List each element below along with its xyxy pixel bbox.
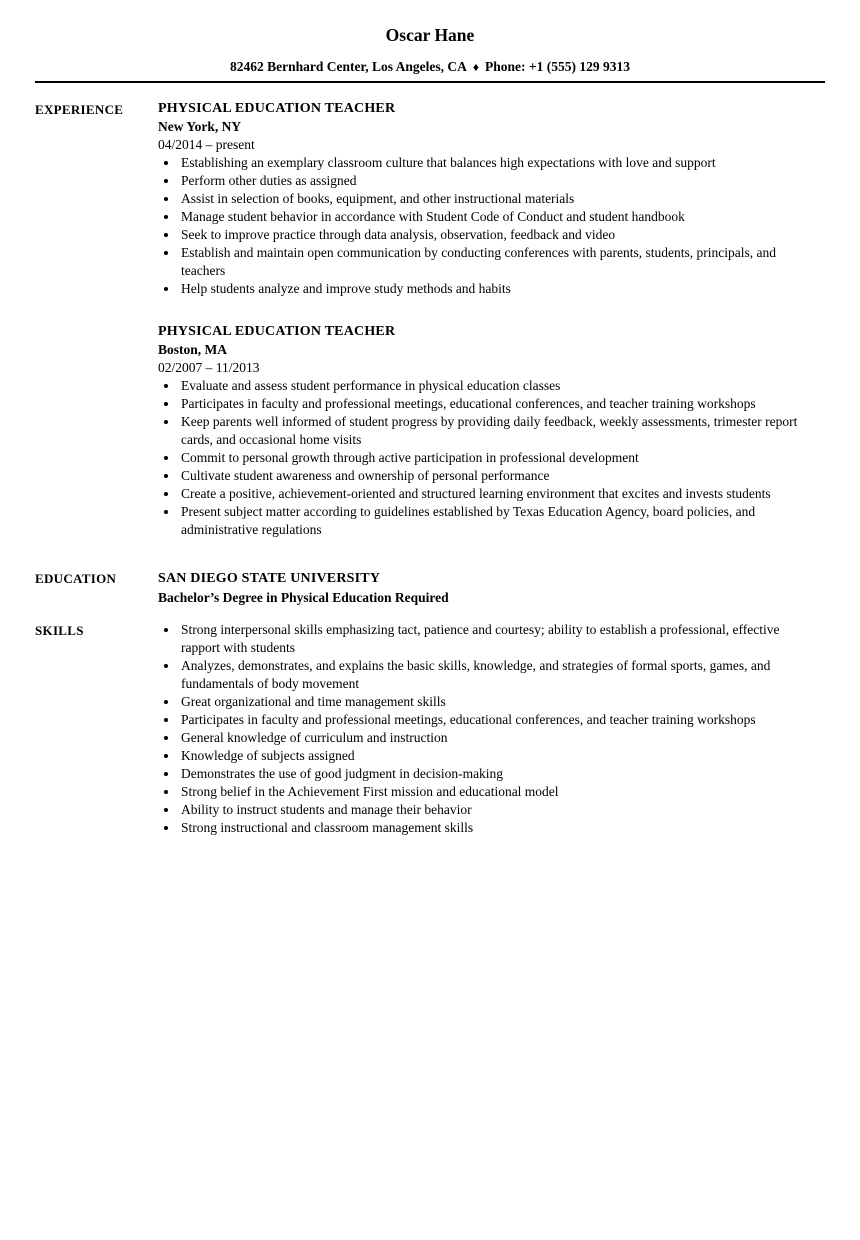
bullet-item: • Great organizational and time management skills [179, 693, 812, 711]
bullet-item: • Demonstrates the use of good judgment in decision-making [179, 765, 812, 783]
education-content [158, 569, 825, 607]
section-label-education: EDUCATION [35, 571, 117, 586]
bullet-item: • Strong instructional and classroom management skills [179, 819, 812, 837]
job-title: PHYSICAL EDUCATION TEACHER [158, 101, 396, 116]
bullet-item: • Keep parents well informed of student progress by providing daily feedback, weekly assessments, trimester report cards, and occasional home visits [179, 413, 812, 449]
job-dates: 04/2014 – present [158, 137, 255, 152]
skills-content [158, 621, 825, 837]
job-entry-2 [158, 323, 812, 539]
header-divider [35, 81, 825, 83]
bullet-item: • Ability to instruct students and manage their behavior [179, 801, 812, 819]
bullet-item: • Assist in selection of books, equipment, and other instructional materials [179, 190, 812, 208]
section-education [35, 569, 825, 607]
experience-content [158, 100, 825, 539]
phone-text: Phone: +1 (555) 129 9313 [485, 59, 630, 74]
section-skills [35, 621, 825, 837]
bullet-item: • Establish and maintain open communication by conducting conferences with parents, students, principals, and teachers [179, 244, 812, 280]
diamond-icon: ♦ [472, 60, 480, 74]
skills-bullet-list [158, 621, 812, 837]
bullet-item: • Perform other duties as assigned [179, 172, 812, 190]
address-text: 82462 Bernhard Center, Los Angeles, CA [230, 59, 467, 74]
resume-header [35, 24, 825, 83]
bullet-item: • Strong belief in the Achievement First mission and educational model [179, 783, 812, 801]
school-name: SAN DIEGO STATE UNIVERSITY [158, 571, 381, 586]
person-name: Oscar Hane [385, 25, 475, 45]
bullet-item: • Participates in faculty and professional meetings, educational conferences, and teacher training workshops [179, 711, 812, 729]
job-entry-1 [158, 100, 812, 298]
section-label-skills: SKILLS [35, 623, 84, 638]
bullet-item: • Create a positive, achievement-oriented and structured learning environment that excites and invests students [179, 485, 812, 503]
section-experience [35, 100, 825, 539]
contact-line [35, 58, 825, 76]
bullet-item: • Strong interpersonal skills emphasizing tact, patience and courtesy; ability to establish a professional, effective rapport with students [179, 621, 812, 657]
bullet-item: • Analyzes, demonstrates, and explains the basic skills, knowledge, and strategies of formal sports, games, and fundamentals of body movement [179, 657, 812, 693]
bullet-item: • Present subject matter according to guidelines established by Texas Education Agency, board policies, and administrative regulations [179, 503, 812, 539]
job-location: New York, NY [158, 119, 242, 134]
bullet-item: • Commit to personal growth through active participation in professional development [179, 449, 812, 467]
job-title: PHYSICAL EDUCATION TEACHER [158, 324, 396, 339]
job-dates: 02/2007 – 11/2013 [158, 360, 260, 375]
job-bullet-list [158, 377, 812, 539]
bullet-item: • Participates in faculty and professional meetings, educational conferences, and teacher training workshops [179, 395, 812, 413]
bullet-item: • Help students analyze and improve study methods and habits [179, 280, 812, 298]
bullet-item: • General knowledge of curriculum and instruction [179, 729, 812, 747]
bullet-item: • Establishing an exemplary classroom culture that balances high expectations with love and support [179, 154, 812, 172]
job-bullet-list [158, 154, 812, 298]
bullet-item: • Seek to improve practice through data analysis, observation, feedback and video [179, 226, 812, 244]
bullet-item: • Cultivate student awareness and ownership of personal performance [179, 467, 812, 485]
bullet-item: • Manage student behavior in accordance with Student Code of Conduct and student handbook [179, 208, 812, 226]
bullet-item: • Knowledge of subjects assigned [179, 747, 812, 765]
degree-text: Bachelor’s Degree in Physical Education Required [158, 590, 449, 605]
section-label-experience: EXPERIENCE [35, 102, 124, 117]
bullet-item: • Evaluate and assess student performance in physical education classes [179, 377, 812, 395]
job-location: Boston, MA [158, 342, 228, 357]
